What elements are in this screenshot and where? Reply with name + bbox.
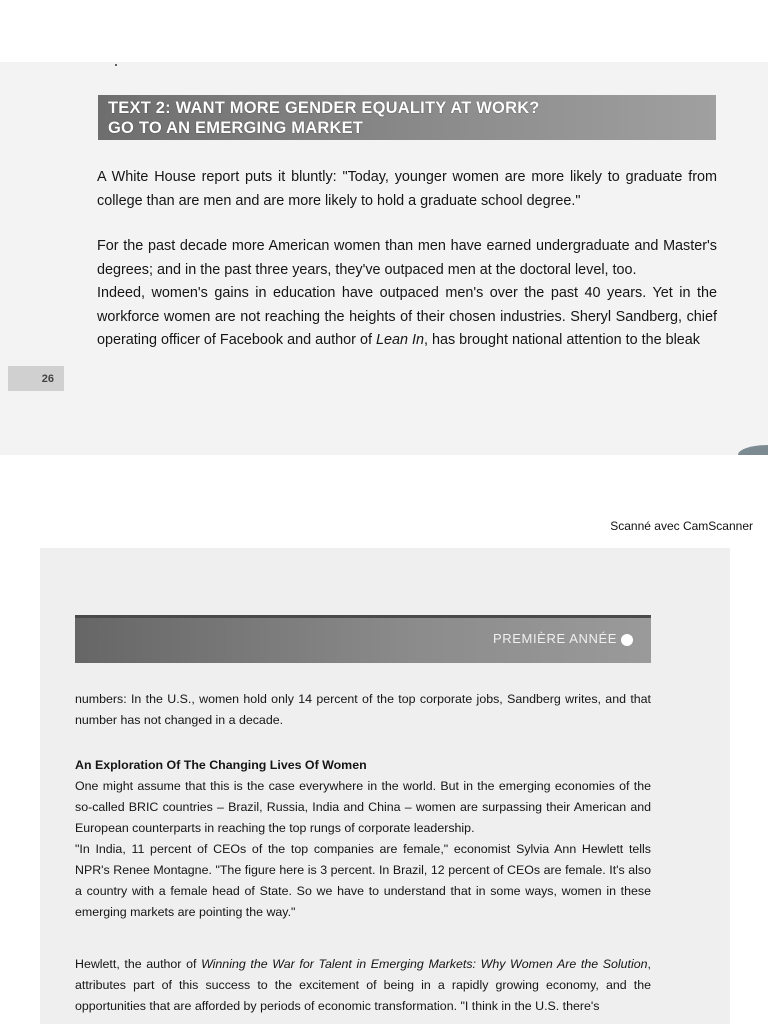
section-header-bar	[75, 615, 651, 663]
paragraph-indeed	[97, 282, 717, 353]
banner-title-line2: GO TO AN EMERGING MARKET	[108, 119, 364, 137]
continuation-paragraph	[75, 689, 651, 731]
paragraph-indeed-end: , has brought national attention to the bleak	[423, 332, 700, 348]
paragraph-india: "In India, 11 percent of CEOs of the top companies are female," economist Sylvia Ann Hewlett tells NPR's Renee Montagne. "The figure here is 3 percent. In Brazil, 12 percent of CEOs are female. It's also a country with a female head of State. So we have to understand that in some ways, women in these emerging markets are pointing the way."	[75, 842, 651, 919]
circle-icon	[621, 634, 633, 646]
paragraph-hewlett-start: Hewlett, the author of	[75, 957, 202, 971]
book-title-lean-in: Lean In	[375, 332, 424, 348]
page-number: 26	[41, 372, 54, 385]
section-heading: An Exploration Of The Changing Lives Of Women	[75, 758, 367, 772]
page-curl	[738, 445, 768, 455]
paragraph-hewlett	[75, 954, 651, 1017]
section-exploration	[75, 755, 651, 923]
intro-paragraph	[97, 166, 717, 213]
section-header-label: PREMIÈRE ANNÉE	[493, 631, 617, 646]
banner-title-line1: TEXT 2: WANT MORE GENDER EQUALITY AT WORK?	[108, 99, 540, 117]
paragraph-hewlett-block	[75, 954, 651, 1017]
paragraph-white-house: A White House report puts it bluntly: "Today, younger women are more likely to graduate from college than are men and are more likely to hold a graduate school degree."	[97, 169, 717, 209]
page-number-tab	[8, 366, 64, 391]
scanner-credit: Scanné avec CamScanner	[610, 519, 753, 533]
paragraph-indeed-text: Indeed, women's gains in education have outpaced men's over the past 40 years. Yet in the workforce women are not reaching the heights of their chosen industries. Sheryl Sandberg, chief operating officer of Facebook and author of	[97, 285, 717, 348]
body-paragraphs	[97, 235, 717, 353]
paragraph-assume: One might assume that this is the case everywhere in the world. But in the emerging economies of the so-called BRIC countries – Brazil, Russia, India and China – women are surpassing their American and European counterparts in reaching the top rungs of corporate leadership.	[75, 779, 651, 835]
paragraph-past-decade: For the past decade more American women than men have earned undergraduate and Master's degrees; and in the past three years, they've outpaced men at the doctoral level, too.	[97, 238, 717, 278]
paragraph-numbers: numbers: In the U.S., women hold only 14 percent of the top corporate jobs, Sandberg writes, and that number has not changed in a decade.	[75, 692, 651, 727]
paragraph-hewlett-rest: , attributes part of this success to the excitement of being in a rapidly growing economy, and the opportunities that are afforded by periods of economic transformation. "I think in the U.S. there's	[75, 957, 651, 1013]
scan-speck	[115, 64, 117, 66]
text-title-banner	[98, 95, 716, 140]
book-title-winning-war: Winning the War for Talent in Emerging Markets: Why Women Are the Solution	[201, 957, 648, 971]
